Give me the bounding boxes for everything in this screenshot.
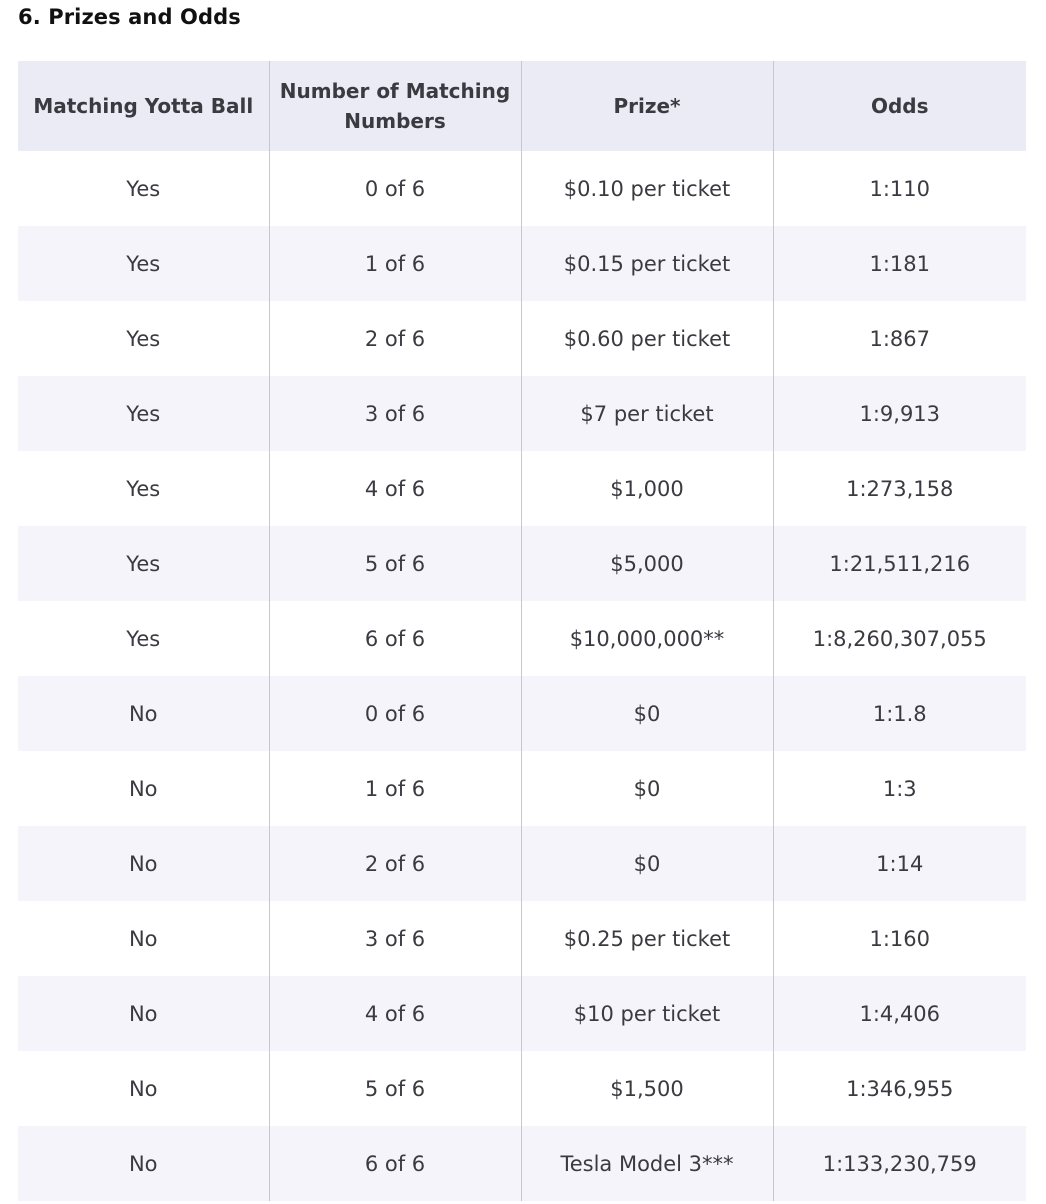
cell-yotta-ball: No xyxy=(18,976,269,1051)
table-row xyxy=(18,751,1026,826)
cell-matching-numbers: 0 of 6 xyxy=(269,151,521,226)
cell-yotta-ball: Yes xyxy=(18,376,269,451)
cell-prize: $1,000 xyxy=(521,451,773,526)
cell-odds: 1:21,511,216 xyxy=(773,526,1026,601)
table-row xyxy=(18,826,1026,901)
cell-prize: $10,000,000** xyxy=(521,601,773,676)
cell-odds: 1:9,913 xyxy=(773,376,1026,451)
cell-matching-numbers: 3 of 6 xyxy=(269,376,521,451)
cell-yotta-ball: Yes xyxy=(18,226,269,301)
cell-odds: 1:133,230,759 xyxy=(773,1126,1026,1201)
cell-prize: $10 per ticket xyxy=(521,976,773,1051)
cell-prize: $0.25 per ticket xyxy=(521,901,773,976)
cell-matching-numbers: 6 of 6 xyxy=(269,601,521,676)
cell-yotta-ball: Yes xyxy=(18,151,269,226)
cell-odds: 1:181 xyxy=(773,226,1026,301)
cell-odds: 1:1.8 xyxy=(773,676,1026,751)
table-row xyxy=(18,976,1026,1051)
cell-matching-numbers: 5 of 6 xyxy=(269,526,521,601)
prizes-odds-table xyxy=(18,61,1026,1201)
header-matching-yotta-ball: Matching Yotta Ball xyxy=(18,61,269,151)
cell-yotta-ball: No xyxy=(18,676,269,751)
cell-odds: 1:4,406 xyxy=(773,976,1026,1051)
cell-odds: 1:346,955 xyxy=(773,1051,1026,1126)
cell-prize: $0.60 per ticket xyxy=(521,301,773,376)
cell-matching-numbers: 1 of 6 xyxy=(269,751,521,826)
cell-yotta-ball: Yes xyxy=(18,301,269,376)
cell-prize: Tesla Model 3*** xyxy=(521,1126,773,1201)
cell-prize: $1,500 xyxy=(521,1051,773,1126)
cell-prize: $0 xyxy=(521,676,773,751)
cell-odds: 1:160 xyxy=(773,901,1026,976)
cell-matching-numbers: 6 of 6 xyxy=(269,1126,521,1201)
section-title: 6. Prizes and Odds xyxy=(18,5,241,29)
cell-prize: $0 xyxy=(521,751,773,826)
cell-odds: 1:3 xyxy=(773,751,1026,826)
cell-matching-numbers: 0 of 6 xyxy=(269,676,521,751)
table-row xyxy=(18,451,1026,526)
cell-odds: 1:273,158 xyxy=(773,451,1026,526)
cell-prize: $7 per ticket xyxy=(521,376,773,451)
cell-yotta-ball: No xyxy=(18,826,269,901)
header-prize: Prize* xyxy=(521,61,773,151)
table-row xyxy=(18,226,1026,301)
table-row xyxy=(18,601,1026,676)
cell-yotta-ball: No xyxy=(18,1051,269,1126)
cell-odds: 1:867 xyxy=(773,301,1026,376)
cell-matching-numbers: 1 of 6 xyxy=(269,226,521,301)
cell-yotta-ball: No xyxy=(18,901,269,976)
cell-prize: $0.15 per ticket xyxy=(521,226,773,301)
cell-odds: 1:14 xyxy=(773,826,1026,901)
cell-matching-numbers: 3 of 6 xyxy=(269,901,521,976)
cell-odds: 1:110 xyxy=(773,151,1026,226)
table-row xyxy=(18,376,1026,451)
table-row xyxy=(18,1051,1026,1126)
table-row xyxy=(18,301,1026,376)
cell-prize: $5,000 xyxy=(521,526,773,601)
cell-odds: 1:8,260,307,055 xyxy=(773,601,1026,676)
table-row xyxy=(18,151,1026,226)
cell-yotta-ball: Yes xyxy=(18,526,269,601)
cell-matching-numbers: 2 of 6 xyxy=(269,826,521,901)
cell-matching-numbers: 4 of 6 xyxy=(269,976,521,1051)
cell-yotta-ball: No xyxy=(18,1126,269,1201)
header-row xyxy=(18,61,1026,151)
cell-yotta-ball: No xyxy=(18,751,269,826)
header-number-matching: Number of Matching Numbers xyxy=(269,61,521,151)
cell-matching-numbers: 2 of 6 xyxy=(269,301,521,376)
cell-prize: $0 xyxy=(521,826,773,901)
cell-prize: $0.10 per ticket xyxy=(521,151,773,226)
header-odds: Odds xyxy=(773,61,1026,151)
cell-yotta-ball: Yes xyxy=(18,601,269,676)
table-row xyxy=(18,1126,1026,1201)
table-header xyxy=(18,61,1026,151)
cell-yotta-ball: Yes xyxy=(18,451,269,526)
cell-matching-numbers: 5 of 6 xyxy=(269,1051,521,1126)
table-row xyxy=(18,901,1026,976)
table-row xyxy=(18,676,1026,751)
table-row xyxy=(18,526,1026,601)
cell-matching-numbers: 4 of 6 xyxy=(269,451,521,526)
table-body xyxy=(18,151,1026,1201)
